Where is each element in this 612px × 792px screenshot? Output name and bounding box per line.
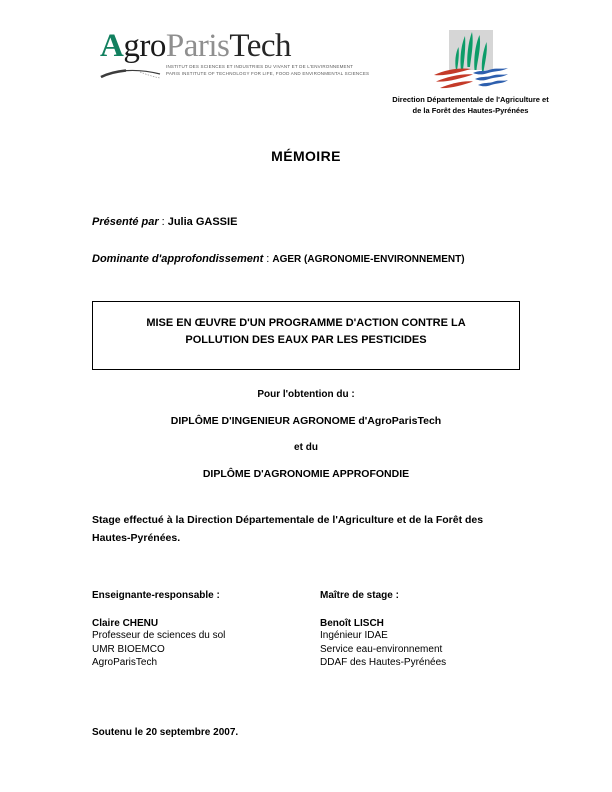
- internship-supervisor-column: [320, 590, 520, 670]
- ddaf-logo: [363, 30, 578, 116]
- advisor-detail: Professeur de sciences du sol: [92, 629, 226, 641]
- advisor-name: Claire CHENU: [92, 617, 159, 629]
- specialization-line: [92, 253, 520, 265]
- presented-by-separator: :: [161, 216, 165, 228]
- internship-supervisor-detail: Service eau-environnement: [320, 643, 443, 655]
- specialization-separator: :: [266, 253, 270, 265]
- advisor-detail: AgroParisTech: [92, 657, 158, 669]
- degree-1: DIPLÔME D'INGENIEUR AGRONOME d'AgroParisTech: [170, 415, 442, 428]
- degree-2: DIPLÔME D'AGRONOMIE APPROFONDIE: [202, 468, 410, 481]
- agroparistech-logo: [100, 28, 370, 80]
- presented-by-line: [92, 216, 520, 228]
- internship-supervisor-header: Maître de stage :: [320, 589, 399, 601]
- agroparistech-wordmark: [100, 30, 340, 63]
- horizon-arc-icon: [100, 66, 162, 80]
- ddaf-caption-line1: Direction Départementale de l'Agriculture et: [392, 95, 549, 104]
- document-title: MÉMOIRE: [271, 148, 341, 164]
- defense-date: Soutenu le 20 septembre 2007.: [92, 727, 239, 739]
- ddaf-caption-line2: de la Forêt des Hautes-Pyrénées: [412, 105, 529, 115]
- presented-by-label: Présenté par: [92, 216, 159, 228]
- internship-supervisor-detail: DDAF des Hautes-Pyrénées: [320, 657, 447, 669]
- presented-by-value: Julia GASSIE: [167, 216, 238, 228]
- internship-paragraph: Stage effectué à la Direction Départementale de l'Agriculture et de la Forêt des Hautes-Pyrénées.: [92, 514, 484, 545]
- agro-wordmark-paris: Paris: [165, 28, 230, 64]
- subject-title-box: [92, 301, 520, 370]
- agro-wordmark-a: A: [100, 28, 124, 64]
- agroparistech-tagline-line1: INSTITUT DES SCIENCES ET INDUSTRIES DU VIVANT ET DE L'ENVIRONNEMENT: [166, 64, 354, 69]
- ddaf-caption: [392, 95, 548, 116]
- advisor-column: [92, 590, 320, 670]
- specialization-value: AGER (AGRONOMIE-ENVIRONNEMENT): [272, 254, 465, 265]
- agroparistech-tagline-line2: PARIS INSTITUTE OF TECHNOLOGY FOR LIFE, FOOD AND ENVIRONMENTAL SCIENCES: [166, 70, 370, 76]
- agroparistech-logo-footer: [100, 64, 370, 80]
- specialization-label: Dominante d'approfondissement: [92, 253, 264, 265]
- page-content: [0, 148, 612, 738]
- agro-wordmark-gro: gro: [123, 28, 166, 64]
- degree-conjunction: et du: [294, 442, 318, 454]
- obtention-label: Pour l'obtention du :: [257, 389, 355, 401]
- agriculture-ministry-emblem-icon: [433, 30, 509, 92]
- agro-wordmark-tech: Tech: [229, 28, 291, 64]
- supervisors-section: [92, 590, 520, 670]
- internship-supervisor-name: Benoît LISCH: [320, 617, 384, 629]
- advisor-detail: UMR BIOEMCO: [92, 643, 165, 655]
- agroparistech-tagline: [166, 64, 369, 78]
- subject-title: MISE EN ŒUVRE D'UN PROGRAMME D'ACTION CONTRE LA POLLUTION DES EAUX PAR LES PESTICIDES: [146, 317, 466, 347]
- advisor-header: Enseignante-responsable :: [92, 589, 220, 601]
- page-header: [0, 0, 612, 116]
- internship-supervisor-detail: Ingénieur IDAE: [320, 629, 388, 641]
